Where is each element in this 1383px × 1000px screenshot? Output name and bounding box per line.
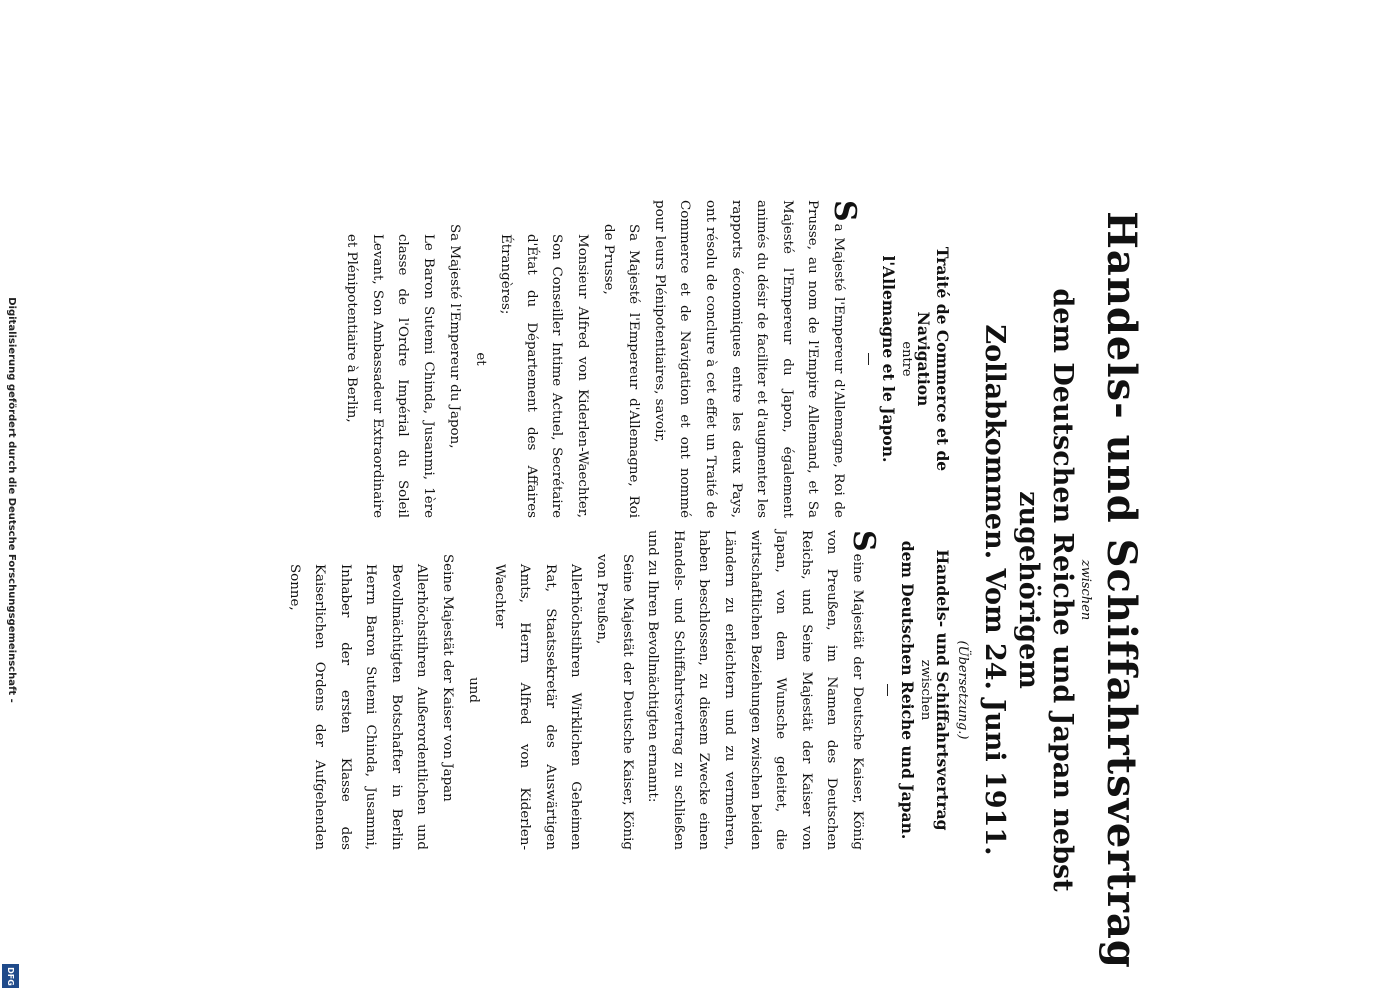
- german-party2-body: Allerhöchstihren Außerordentlichen und Bevollmächtigten Botschafter in Berlin Herrn Baron Sutemi Chinda, Jusammi, Inhaber der ersten Klasse des Kaiserlichen Ordens der Aufgehenden Sonne,: [286, 564, 430, 850]
- german-zwischen: zwischen: [918, 659, 933, 721]
- french-heading: Traité de Commerce et de Navigation: [914, 246, 952, 472]
- document-page: [155, 200, 1145, 980]
- german-divider: [887, 684, 888, 696]
- french-preamble: [646, 200, 862, 518]
- subtitle-line-2: Zollabkommen. Vom 24. Juni 1911.: [979, 324, 1010, 856]
- french-drop-cap: S: [827, 200, 862, 222]
- french-parties: l'Allemagne et le Japon.: [879, 255, 898, 463]
- german-drop-cap: S: [846, 530, 881, 552]
- german-party1-body: Allerhöchstihren Wirklichen Geheimen Rat, Staatssekretär des Auswärtigen Amts, Herrn Alfred von Kiderlen-Waechter: [491, 564, 584, 850]
- title-zwischen: zwischen: [1078, 559, 1093, 621]
- french-preamble-text: a Majesté l'Empereur d'Allemagne, Roi de Prusse, au nom de l'Empire Allemand, et Sa Majesté l'Empereur du Japon, également animés du désir de faciliter et d'augmenter les rapports économiques entre les deux Pays, ont résolu de conclure à cet effet un Traité de Commerce et de Navigation et ont nommé pour leurs Plénipotentiaires, savoir,: [651, 200, 846, 518]
- digitization-note-strip: [0, 0, 22, 1000]
- french-entre: entre: [899, 341, 914, 377]
- dfg-logo-text: DFG: [6, 966, 16, 986]
- german-preamble: [640, 530, 881, 850]
- german-heading: Handels- und Schiffahrtsvertrag: [933, 549, 952, 831]
- french-party2-body: Le Baron Sutemi Chinda, Jusanmi, 1ère classe de l'Ordre Impérial du Soleil Levant, Son Ambassadeur Extraordinaire et Plénipotentiaire à Berlin,: [344, 234, 437, 518]
- french-party1-body: Monsieur Alfred von Kiderlen-Waechter, Son Conseiller Intime Actuel, Secrétaire d'État du Département des Affaires Étrangères;: [498, 234, 591, 518]
- french-note-spacer: [952, 200, 970, 518]
- german-column: [281, 530, 970, 850]
- subtitle-line-1: dem Deutschen Reiche und Japan nebst zugehörigem: [1013, 288, 1078, 892]
- french-et: et: [472, 352, 488, 366]
- german-party2-lead: Seine Majestät der Kaiser von Japan: [440, 554, 456, 802]
- french-party1-lead: Sa Majesté l'Empereur d'Allemagne, Roi de Prusse,: [600, 224, 642, 518]
- german-party1-lead: Seine Majestät der Deutsche Kaiser, König von Preußen,: [594, 554, 635, 850]
- digitization-note: Digitalisierung gefördert durch die Deutsche Forschungsgemeinschaft -: [6, 297, 17, 703]
- german-translation-note: (Übersetzung.): [955, 640, 970, 740]
- german-und: und: [466, 677, 482, 703]
- german-preamble-text: eine Majestät der Deutsche Kaiser, König von Preußen, im Namen des Deutschen Reichs, und Seine Majestät der Kaiser von Japan, von dem Wunsche geleitet, die wirtschaftlichen Beziehungen zwischen beiden Ländern zu erleichtern und zu vermehren, haben beschlossen, zu diesem Zwecke einen Handels- und Schiffahrtsvertrag zu schließen und zu Ihren Bevollmächtigten ernannt:: [645, 530, 865, 850]
- dfg-logo: [2, 964, 19, 988]
- german-parties: dem Deutschen Reiche und Japan.: [898, 540, 917, 840]
- french-column: [339, 200, 970, 518]
- page-title: Handels- und Schiffahrtsvertrag: [1098, 211, 1145, 969]
- french-divider: [868, 353, 869, 365]
- french-party2-lead: Sa Majesté l'Empereur du Japon,: [446, 224, 462, 449]
- page-subtitle: [977, 200, 1079, 980]
